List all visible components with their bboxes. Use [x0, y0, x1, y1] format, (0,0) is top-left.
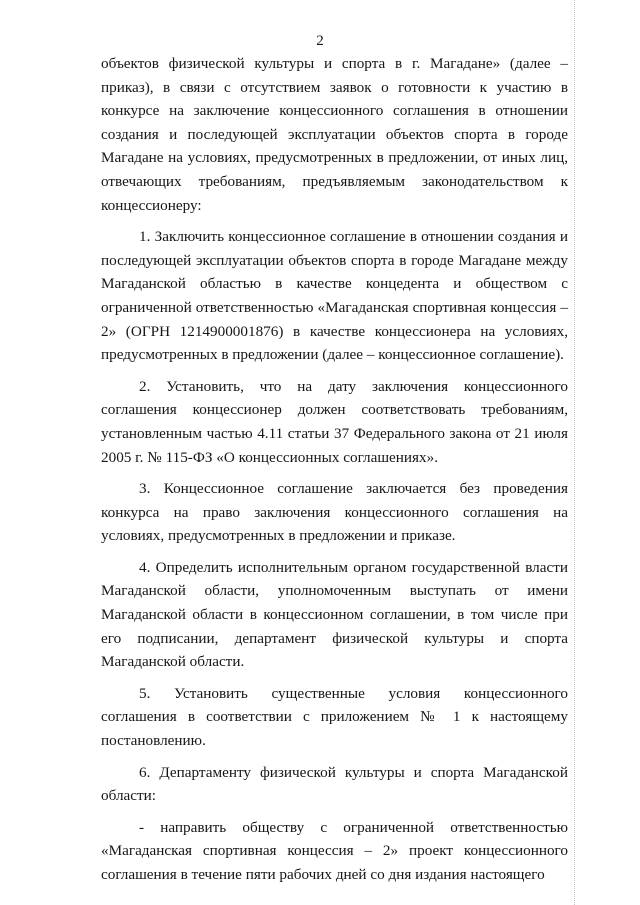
page-number: 2	[316, 33, 324, 49]
paragraph-item-1: 1. Заключить концессионное соглашение в отношении создания и последующей эксплуатации объектов спорта в городе Магадане между Магаданской областью в качестве концедента и обществом с ограниченной ответственностью «Магаданская спортивная концессия – 2» (ОГРН 1214900001876) в качестве концессионера на условиях, предусмотренных в предложении (далее – концессионное соглашение).	[101, 228, 568, 364]
paragraph-item-3: 3. Концессионное соглашение заключается без проведения конкурса на право заключения концессионного соглашения на условиях, предусмотренных в предложении и приказе.	[101, 480, 568, 545]
paragraph-item-6-subitem: - направить обществу с ограниченной ответственностью «Магаданская спортивная концессия – 2» проект концессионного соглашения в течение пяти рабочих дней со дня издания настоящего	[101, 818, 568, 883]
paragraph-intro-continuation: объектов физической культуры и спорта в г. Магадане» (далее – приказ), в связи с отсутствием заявок о готовности к участию в конкурсе на заключение концессионного соглашения в отношении создания и последующей эксплуатации объектов спорта в городе Магадане на условиях, предусмотренных в предложении, от иных лиц, отвечающих требованиям, предъявляемым законодательством к концессионеру:	[101, 55, 568, 214]
paragraph-item-2: 2. Установить, что на дату заключения концессионного соглашения концессионер должен соответствовать требованиям, установленным частью 4.11 статьи 37 Федерального закона от 21 июля 2005 г. № 115-ФЗ «О концессионных соглашениях».	[101, 377, 568, 466]
paragraph-item-6: 6. Департаменту физической культуры и спорта Магаданской области:	[101, 763, 568, 805]
paragraph-item-5: 5. Установить существенные условия концессионного соглашения в соответствии с приложением № 1 к настоящему постановлению.	[101, 684, 568, 750]
scan-edge-line	[574, 0, 575, 905]
document-body	[101, 52, 568, 887]
paragraph-item-4: 4. Определить исполнительным органом государственной власти Магаданской области, уполномоченным выступать от имени Магаданской области в концессионном соглашении, в том числе при его подписании, департамент физической культуры и спорта Магаданской области.	[101, 558, 568, 671]
